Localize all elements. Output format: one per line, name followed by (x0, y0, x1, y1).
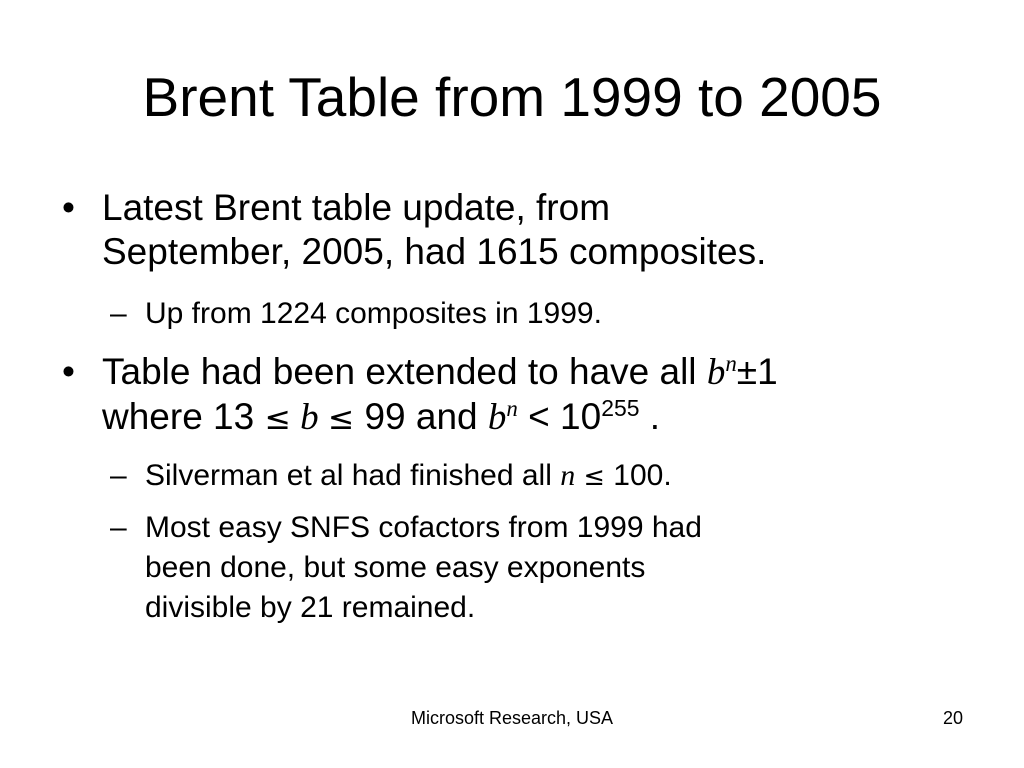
bullet-line-part: 99 and (354, 396, 488, 437)
sub-bullet-text (145, 456, 905, 497)
sub-bullet-marker: – (110, 459, 127, 492)
bullet-line: Latest Brent table update, from (102, 187, 611, 228)
bullet-item (62, 350, 962, 440)
sub-bullet-marker: – (110, 297, 127, 330)
sub-bullet-text-part: Silverman et al had finished all (145, 459, 561, 492)
less-equal-symbol: ≤ (327, 401, 355, 437)
bullet-line-part: Table had been extended to have all (102, 351, 707, 392)
slide-page-number: 20 (942, 708, 963, 728)
bullet-line-part: < 10 (517, 396, 602, 437)
sub-bullet-item (110, 508, 910, 632)
bullet-line: September, 2005, had 1615 composites. (102, 231, 767, 272)
bullet-text (102, 186, 952, 274)
less-equal-symbol: ≤ (264, 401, 291, 437)
math-variable-b: b (290, 397, 328, 438)
bullet-marker: • (62, 351, 75, 392)
math-exponent-255: 255 (601, 395, 640, 422)
slide-title: Brent Table from 1999 to 2005 (142, 66, 882, 128)
footer-organization: Microsoft Research, USA (410, 708, 614, 728)
sub-bullet-line: divisible by 21 remained. (145, 591, 476, 624)
math-variable-b: b (706, 352, 726, 393)
sub-bullet-line: Most easy SNFS cofactors from 1999 had (145, 511, 702, 544)
sub-bullet-text-part: 100. (604, 459, 672, 492)
math-exponent-n: n (725, 351, 737, 377)
bullet-line-part: ±1 (736, 351, 778, 392)
sub-bullet-item (110, 294, 910, 334)
sub-bullet-line: been done, but some easy exponents (145, 551, 646, 584)
bullet-line-part: where 13 (102, 396, 265, 437)
bullet-text (102, 350, 952, 441)
sub-bullet-marker: – (110, 511, 127, 544)
sub-bullet-item (110, 456, 910, 496)
math-variable-n: n (560, 459, 576, 492)
sub-bullet-text (145, 508, 905, 628)
bullet-line-part: . (639, 396, 661, 437)
sub-bullet-text: Up from 1224 composites in 1999. (145, 297, 602, 330)
less-equal-symbol: ≤ (583, 462, 605, 492)
bullet-item (62, 186, 962, 276)
bullet-marker: • (62, 187, 75, 228)
math-exponent-n: n (506, 396, 518, 422)
math-variable-b: b (487, 397, 507, 438)
